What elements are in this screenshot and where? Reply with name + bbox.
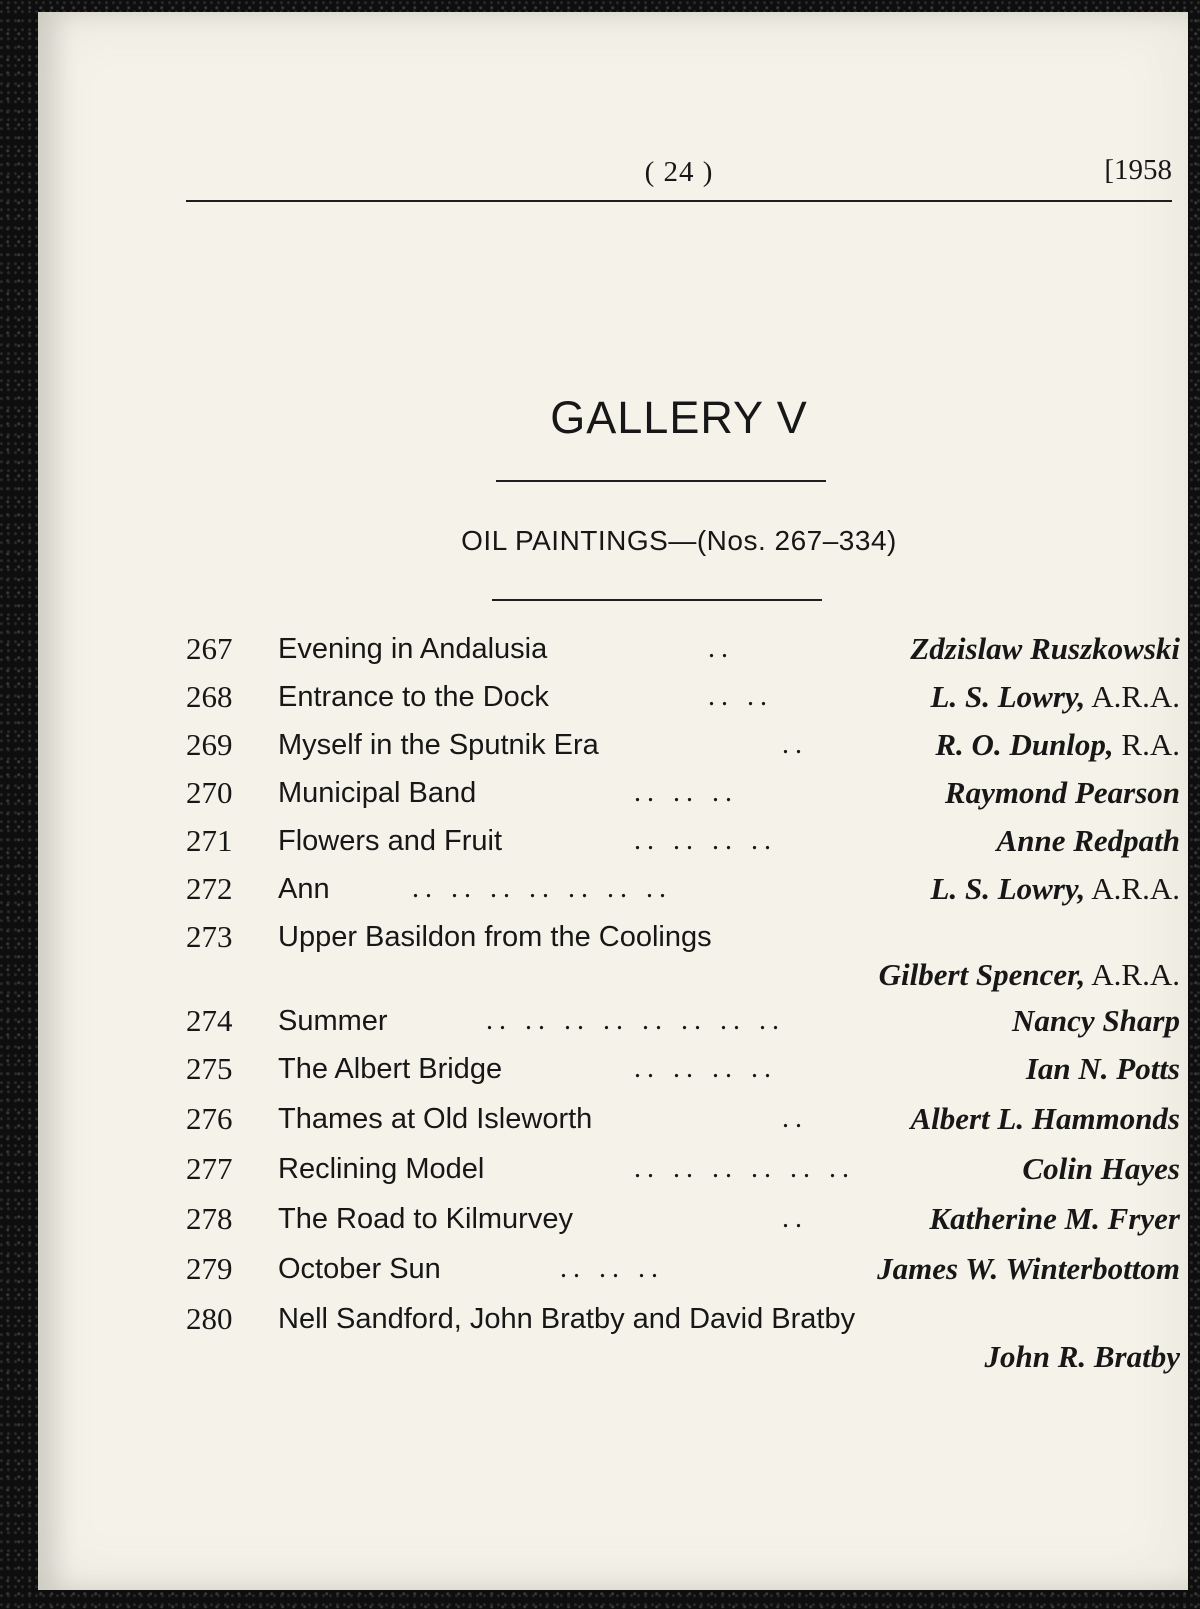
entry-title: The Albert Bridge [278,1053,503,1085]
entry-artist [945,772,1180,814]
entry-artist [910,628,1180,670]
year-label: [1958 [1104,154,1172,186]
entry-artist [997,820,1180,862]
entry-artist [1012,1000,1180,1042]
leader-dots: .. .. .. .. .. .. .. [412,873,672,904]
leader-dots: .. .. .. .. [634,1053,777,1084]
catalogue-entry [186,724,1180,766]
entry-number: 276 [186,1101,233,1136]
entry-title: Ann [278,873,330,905]
entry-number: 277 [186,1151,233,1186]
artist-name: Raymond Pearson [944,775,1180,810]
catalogue-entry [186,916,1180,998]
entry-title: Reclining Model [278,1153,485,1185]
entry-number: 273 [186,919,233,954]
entry-number: 267 [186,631,233,666]
catalogue-entry [186,1248,1180,1290]
catalogue-page [38,12,1188,1590]
entry-title: Upper Basildon from the Coolings [278,921,712,953]
catalogue-entry [186,820,1180,862]
catalogue-entry [186,1148,1180,1190]
artist-name: Gilbert Spencer, [878,957,1086,992]
entry-title: Flowers and Fruit [278,825,503,857]
leader-dots: .. .. .. .. .. .. .. .. [486,1005,785,1036]
artist-name: Katherine M. Fryer [929,1201,1180,1236]
artist-name: Nancy Sharp [1012,1003,1180,1038]
entry-artist [1026,1048,1180,1090]
entry-number: 269 [186,727,233,762]
entry-number: 268 [186,679,233,714]
catalogue-entry [186,868,1180,910]
artist-name: Colin Hayes [1022,1151,1180,1186]
artist-name: Ian N. Potts [1025,1051,1180,1086]
artist-suffix: A.R.A. [1085,957,1180,992]
entry-number: 275 [186,1051,233,1086]
entry-number: 270 [186,775,233,810]
leader-dots: .. .. .. .. .. .. [634,1153,855,1184]
artist-name: Albert L. Hammonds [910,1101,1180,1136]
leader-dots: .. [782,729,808,760]
entry-artist [929,1198,1180,1240]
entry-number: 271 [186,823,233,858]
artist-name: L. S. Lowry, [930,679,1086,714]
entry-artist [910,1098,1180,1140]
entry-number: 274 [186,1003,233,1038]
catalogue-entry [186,1048,1180,1090]
entry-number: 272 [186,871,233,906]
leader-dots: .. [782,1203,808,1234]
entry-artist [877,1248,1180,1290]
entry-artist [931,676,1180,718]
catalogue-entry [186,1298,1180,1380]
artist-name: John R. Bratby [984,1339,1180,1374]
leader-dots: .. .. [708,681,773,712]
catalogue-entry [186,772,1180,814]
catalogue-entry [186,1098,1180,1140]
divider [492,599,822,601]
entry-artist [984,1336,1180,1378]
entry-number: 279 [186,1251,233,1286]
leader-dots: .. .. .. [560,1253,664,1284]
page-number: ( 24 ) [644,156,714,188]
leader-dots: .. .. .. [634,777,738,808]
entry-artist [931,868,1180,910]
catalogue-entry [186,676,1180,718]
entry-title: Nell Sandford, John Bratby and David Bratby [278,1303,856,1335]
entry-title: October Sun [278,1253,441,1285]
entry-artist [879,954,1180,996]
entry-title: Entrance to the Dock [278,681,549,713]
artist-suffix: A.R.A. [1085,679,1180,714]
artist-name: Zdzislaw Ruszkowski [910,631,1180,666]
entry-title: Myself in the Sputnik Era [278,729,599,761]
entry-artist [935,724,1180,766]
catalogue-entry [186,628,1180,670]
entry-title: Evening in Andalusia [278,633,548,665]
page-header [186,150,1172,202]
artist-suffix: A.R.A. [1085,871,1180,906]
artist-suffix: R.A. [1113,727,1180,762]
artist-name: L. S. Lowry, [930,871,1086,906]
catalogue-entry [186,1000,1180,1042]
leader-dots: .. [708,633,734,664]
entry-title: Summer [278,1005,388,1037]
entry-number: 280 [186,1301,233,1336]
entry-title: Municipal Band [278,777,477,809]
catalogue-entry [186,1198,1180,1240]
artist-name: James W. Winterbottom [877,1251,1180,1286]
entry-artist [1022,1148,1180,1190]
entry-number: 278 [186,1201,233,1236]
section-title: OIL PAINTINGS—(Nos. 267–334) [461,525,897,556]
artist-name: R. O. Dunlop, [935,727,1114,762]
entry-title: Thames at Old Isleworth [278,1103,593,1135]
divider [496,480,826,482]
entry-title: The Road to Kilmurvey [278,1203,573,1235]
leader-dots: .. .. .. .. [634,825,777,856]
leader-dots: .. [782,1103,808,1134]
artist-name: Anne Redpath [996,823,1180,858]
gallery-title: GALLERY V [550,392,808,443]
